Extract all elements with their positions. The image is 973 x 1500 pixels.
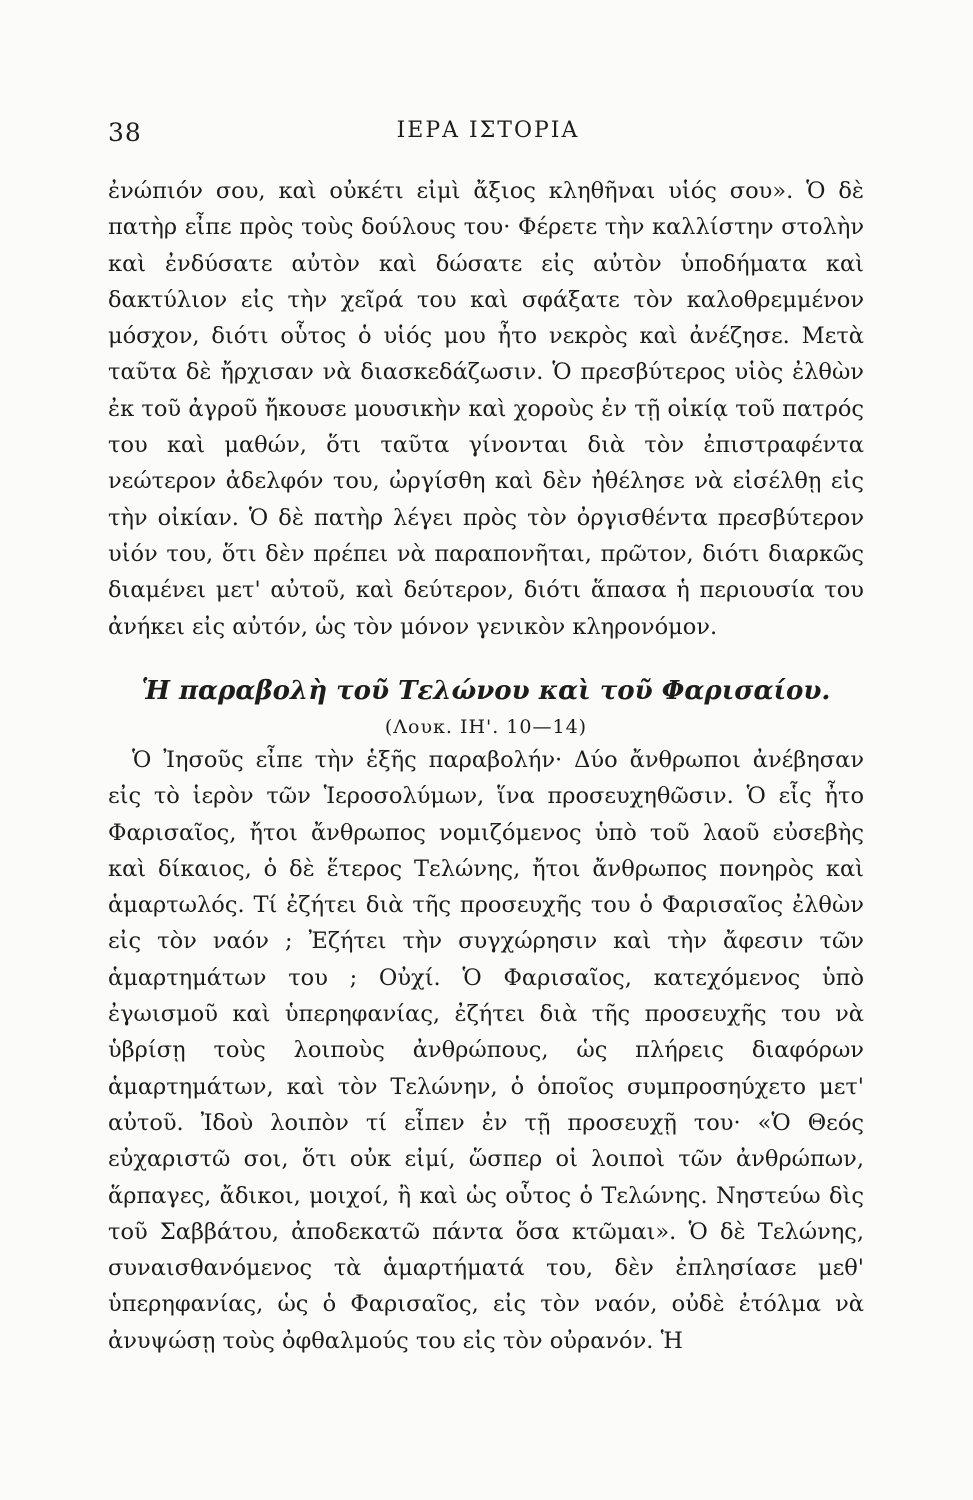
section-reference: (Λουκ. ΙΗ'. 10—14) [384,716,588,738]
paragraph-parable: Ὁ Ἰησοῦς εἶπε τὴν ἑξῆς παραβολήν· Δύο ἄνθρωποι ἀνέβησαν εἰς τὸ ἱερὸν τῶν Ἱεροσολύμων, ἵνα προσευχηθῶσιν. Ὁ εἷς ἦτο Φαρισαῖος, ἤτοι ἄνθρωπος νομιζόμενος ὑπὸ τοῦ λαοῦ εὐσεβὴς καὶ δίκαιος, ὁ δὲ ἕτερος Τελώνης, ἤτοι ἄνθρωπος πονηρὸς καὶ ἁμαρτωλός. Τί ἐζήτει διὰ τῆς προσευχῆς του ὁ Φαρισαῖος ἐλθὼν εἰς τὸν ναόν ; Ἐζήτει τὴν συγχώρησιν καὶ τὴν ἄφεσιν τῶν ἁμαρτημάτων του ; Οὐχί. Ὁ Φαρισαῖος, κατεχόμενος ὑπὸ ἐγωισμοῦ καὶ ὑπερηφανίας, ἐζήτει διὰ τῆς προσευχῆς του νὰ ὑβρίσῃ τοὺς λοιποὺς ἀνθρώπους, ὡς πλήρεις διαφόρων ἁμαρτημάτων, καὶ τὸν Τελώνην, ὁ ὁποῖος συμπροσηύχετο μετ' αὐτοῦ. Ἰδοὺ λοιπὸν τί εἶπεν ἐν τῇ προσευχῇ του· «Ὁ Θεός εὐχαριστῶ σοι, ὅτι οὐκ εἰμί, ὥσπερ οἱ λοιποὶ τῶν ἀνθρώπων, ἅρπαγες, ἄδικοι, μοιχοί, ἢ καὶ ὡς οὗτος ὁ Τελώνης. Νηστεύω δὶς τοῦ Σαββάτου, ἀποδεκατῶ πάντα ὅσα κτῶμαι». Ὁ δὲ Τελώνης, συναισθανόμενος τὰ ἁμαρτήματά του, δὲν ἐπλησίασε μεθ' ὑπερηφανίας, ὡς ὁ Φαρισαῖος, εἰς τὸν ναόν, οὐδὲ ἐτόλμα νὰ ἀνυψώσῃ τοὺς ὀφθαλμούς του εἰς τὸν οὐρανόν. Ἡ [108,747,864,1354]
paragraph-continued: ἐνώπιόν σου, καὶ οὐκέτι εἰμὶ ἄξιος κληθῆναι υἱός σου». Ὁ δὲ πατὴρ εἶπε πρὸς τοὺς δούλους του· Φέρετε τὴν καλλίστην στολὴν καὶ ἐνδύσατε αὐτὸν καὶ δώσατε εἰς αὐτὸν ὑποδήματα καὶ δακτύλιον εἰς τὴν χεῖρά του καὶ σφάξατε τὸν καλοθρεμμένον μόσχον, διότι οὗτος ὁ υἱός μου ἦτο νεκρὸς καὶ ἀνέζησε. Μετὰ ταῦτα δὲ ἤρχισαν νὰ διασκεδάζωσιν. Ὁ πρεσβύτερος υἱὸς ἐλθὼν ἐκ τοῦ ἀγροῦ ἤκουσε μουσικὴν καὶ χοροὺς ἐν τῇ οἰκίᾳ τοῦ πατρός του καὶ μαθών, ὅτι ταῦτα γίνονται διὰ τὸν ἐπιστραφέντα νεώτερον ἀδελφόν του, ὠργίσθη καὶ δὲν ἠθέλησε νὰ εἰσέλθῃ εἰς τὴν οἰκίαν. Ὁ δὲ πατὴρ λέγει πρὸς τὸν ὀργισθέντα πρεσβύτερον υἱόν του, ὅτι δὲν πρέπει νὰ παραπονῆται, πρῶτον, διότι διαρκῶς διαμένει μετ' αὐτοῦ, καὶ δεύτερον, διότι ἅπασα ἡ περιουσία του ἀνήκει εἰς αὐτόν, ὡς τὸν μόνον γενικὸν κληρονόμον. [108,178,864,640]
body-text-parable [108,742,864,1359]
section-heading: Ἡ παραβολὴ τοῦ Τελώνου καὶ τοῦ Φαρισαίου. [141,676,831,706]
body-text-top [108,173,864,645]
page-number: 38 [108,118,142,147]
running-title: ΙΕΡΑ ΙΣΤΟΡΙΑ [396,118,580,143]
page-header [108,118,868,158]
